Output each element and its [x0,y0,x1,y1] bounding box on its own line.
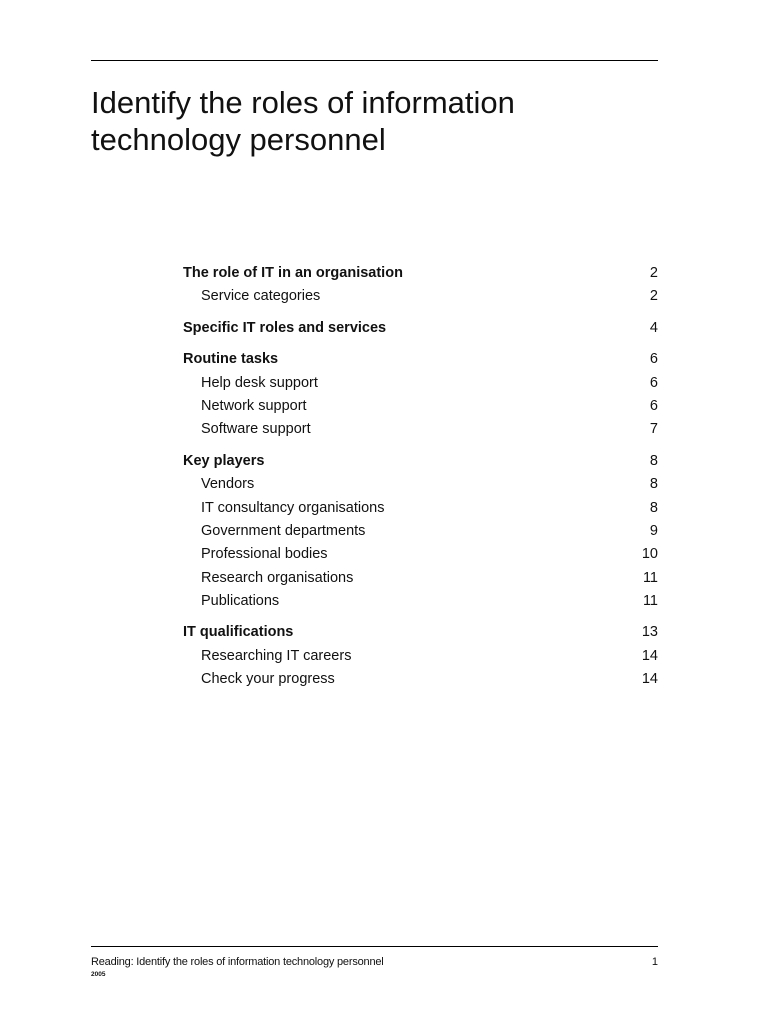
toc-section-row[interactable] [183,317,658,340]
toc-subsection-row[interactable] [183,395,658,418]
toc-entry-page: 11 [642,593,658,610]
toc-entry-label: Specific IT roles and services [183,319,387,336]
toc-section-row[interactable] [183,621,658,644]
toc-entry-page: 9 [649,522,658,539]
toc-entry-label: Help desk support [201,374,318,391]
toc-entry-page: 2 [649,265,658,281]
toc-entry-label: The role of IT in an organisation [183,265,403,281]
toc-entry-page: 4 [649,319,658,336]
title-line-2: technology personnel [91,122,386,157]
toc-entry-label: Government departments [201,522,366,539]
toc-subsection-row[interactable] [183,473,658,496]
toc-subsection-row[interactable] [183,285,658,308]
footer-title: Reading: Identify the roles of information technology personnel [91,956,384,968]
toc-entry-label: IT consultancy organisations [201,499,385,516]
toc-entry-label: Research organisations [201,569,354,586]
toc-entry-label: Software support [201,421,311,438]
toc-entry-page: 2 [649,288,658,305]
toc-subsection-row[interactable] [183,668,658,691]
table-of-contents [183,262,658,692]
toc-entry-page: 6 [649,397,658,414]
document-title [91,84,611,158]
toc-entry-page: 8 [649,499,658,516]
toc-entry-label: Researching IT careers [201,647,352,664]
toc-entry-page: 8 [649,452,658,469]
toc-entry-page: 13 [641,624,658,641]
toc-entry-label: IT qualifications [183,624,294,641]
toc-section-row[interactable] [183,348,658,371]
toc-entry-page: 8 [649,476,658,493]
footer-page-number: 1 [651,956,658,968]
toc-entry-label: Routine tasks [183,351,279,368]
toc-entry-label: Professional bodies [201,546,328,563]
toc-section-row[interactable] [183,262,658,285]
toc-entry-page: 14 [641,647,658,664]
toc-entry-page: 7 [649,421,658,438]
toc-entry-page: 14 [641,671,658,688]
toc-subsection-row[interactable] [183,590,658,613]
toc-subsection-row[interactable] [183,520,658,543]
title-line-1: Identify the roles of information [91,85,515,120]
toc-entry-label: Network support [201,397,307,414]
toc-subsection-row[interactable] [183,567,658,590]
toc-entry-label: Service categories [201,288,321,305]
toc-entry-label: Publications [201,593,280,610]
footer-year: 2005 [91,971,106,978]
toc-subsection-row[interactable] [183,372,658,395]
toc-entry-label: Vendors [201,476,255,493]
toc-entry-label: Check your progress [201,671,335,688]
header-rule [91,60,658,61]
toc-entry-label: Key players [183,452,265,469]
toc-section-row[interactable] [183,450,658,473]
footer-rule [91,946,658,947]
toc-entry-page: 11 [642,569,658,586]
toc-subsection-row[interactable] [183,497,658,520]
toc-entry-page: 6 [649,374,658,391]
toc-entry-page: 10 [641,546,658,563]
toc-subsection-row[interactable] [183,418,658,441]
toc-subsection-row[interactable] [183,543,658,566]
toc-entry-page: 6 [649,351,658,368]
toc-subsection-row[interactable] [183,645,658,668]
